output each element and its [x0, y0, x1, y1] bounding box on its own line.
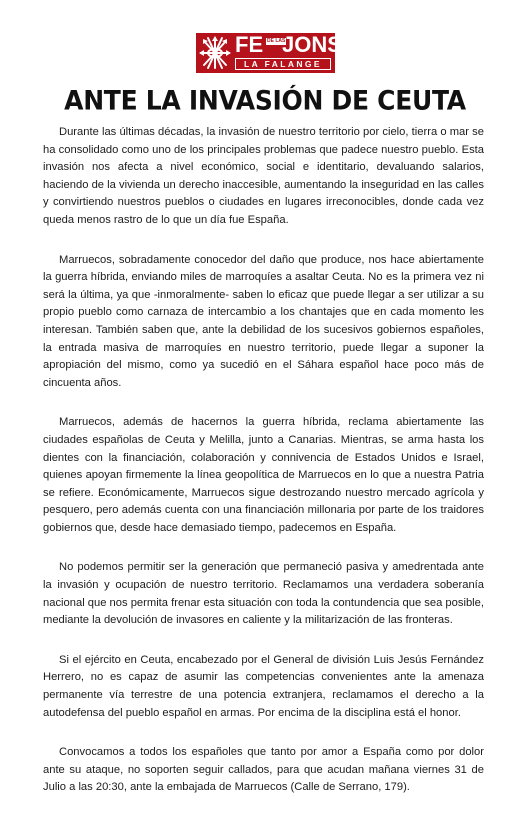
paragraph-claims: Marruecos, además de hacernos la guerra híbrida, reclama abiertamente las ciudades españolas de Ceuta y Melilla, junto a Canarias. Mientras, se arma hasta los dientes con la financiación, colaboración y connivencia de Estados Unidos e Israel, quienes apoyan firmemente la línea geopolítica de Marruecos en lo que a nuestra Patria se refiere. Económicamente, Marruecos sigue destrozando nuestro mercado agrícola y pesquero, pero además cuenta con una financiación millonaria por parte de los traidores gobiernos que, desde hace demasiado tiempo, padecemos en España. [43, 416, 484, 534]
logo-subtitle: LA FALANGE [235, 58, 331, 70]
paragraph-sovereignty: No podemos permitir ser la generación que permaneció pasiva y amedrentada ante la invasión y ocupación de nuestro territorio. Reclamamos una verdadera soberanía nacional que nos permita frenar esta situación con toda la contundencia que sea posible, mediante la devolución de invasores en caliente y la militarización de las fronteras. [43, 561, 484, 627]
logo-fe-text: FE [235, 32, 264, 57]
document-title: ANTE LA INVASIÓN DE CEUTA [64, 85, 466, 116]
logo-jons-text: JONS [282, 32, 342, 57]
logo-de-las-text: DE LAS [267, 38, 286, 44]
yoke-and-arrows-icon [198, 35, 232, 71]
document-body [43, 124, 484, 819]
paragraph-army: Si el ejército en Ceuta, encabezado por el General de división Luis Jesús Fernández Herrero, no es capaz de asumir las competencias convenientes ante la amenaza permanente vía terrestre de una potencia extranjera, reclamamos el derecho a la autodefensa del pueblo español en armas. Por encima de la disciplina está el honor. [43, 653, 484, 719]
falange-logo [196, 32, 342, 73]
paragraph-hybrid-war: Marruecos, sobradamente conocedor del daño que produce, nos hace abiertamente la guerra híbrida, enviando miles de marroquíes a asaltar Ceuta. No es la primera vez ni será la última, ya que -inmoralmente- saben lo eficaz que puede llegar a ser utilizar a su propio pueblo como carnaza de intercambio a los chantajes que en cada momento les interesan. También saben que, ante la debilidad de los sucesivos gobiernos españoles, la entrada masiva de marroquíes en nuestro territorio, puede llegar a suponer la apropiación del mismo, como ya sucedió en el Sáhara español hace poco más de cincuenta años. [43, 253, 484, 389]
paragraph-call-to-action: Convocamos a todos los españoles que tanto por amor a España como por dolor ante su ataque, no soporten seguir callados, para que acudan mañana viernes 31 de Julio a las 20:30, ante la embajada de Marruecos (Calle de Serrano, 179). [43, 746, 484, 794]
paragraph-invasion: Durante las últimas décadas, la invasión de nuestro territorio por cielo, tierra o mar se ha consolidado como uno de los principales problemas que padece nuestro pueblo. Esta invasión nos afecta a nivel económico, social e identitario, devaluando salarios, haciendo de la vivienda un derecho inaccesible, aumentando la inseguridad en las calles y convirtiendo nuestros pueblos o ciudades en lugares irreconocibles, donde cada vez queda menos rastro de lo que un día fue España. [43, 126, 484, 226]
